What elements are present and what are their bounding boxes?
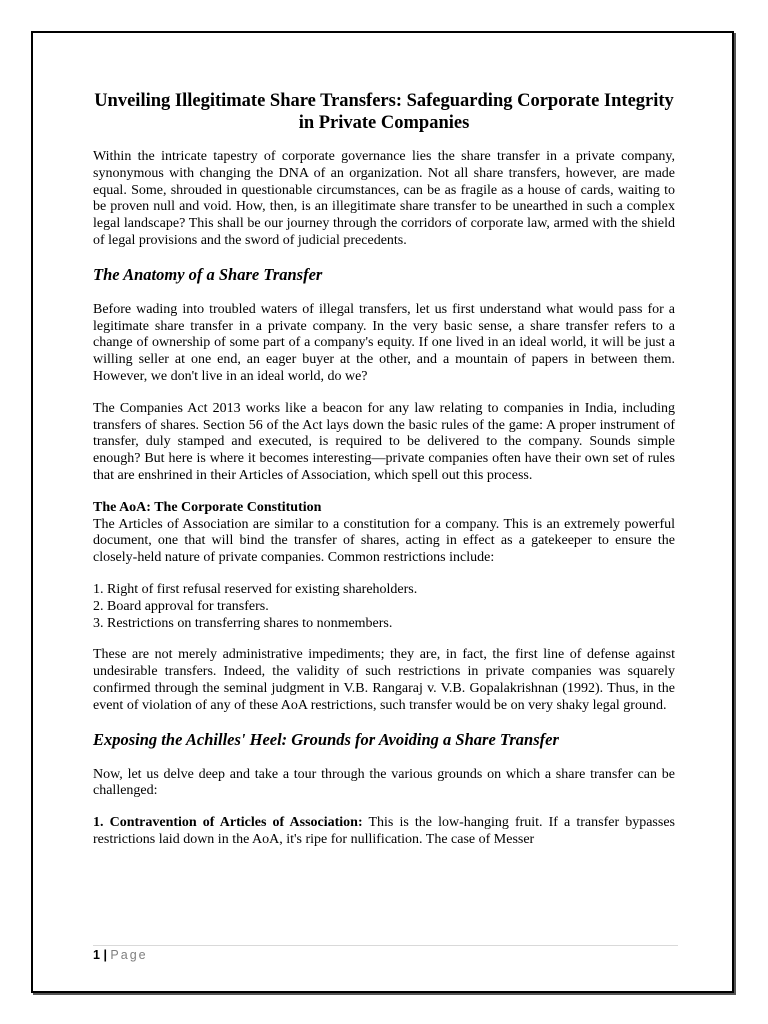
- anatomy-paragraph-1: Before wading into troubled waters of illegal transfers, let us first understand what would pass for a legitimate share transfer in a private company. In the very basic sense, a share transfer refers to a change of ownership of some part of a company's equity. If one lived in an ideal world, it will be just a willing seller at one end, an eager buyer at the other, and a mountain of papers in between them. However, we don't live in an ideal world, do we?: [93, 301, 675, 384]
- list-item: 1. Right of first refusal reserved for existing shareholders.: [93, 581, 418, 597]
- page-number: 1: [93, 948, 100, 962]
- restrictions-list: [93, 582, 675, 632]
- list-item: 2. Board approval for transfers.: [93, 598, 269, 614]
- footer-separator: |: [103, 948, 107, 962]
- aoa-paragraph: The Articles of Association are similar to a constitution for a company. This is an extremely powerful document, one that will bind the transfer of shares, acting in effect as a gatekeeper to ensure the closely-held nature of private companies. Common restrictions include:: [93, 516, 675, 566]
- page-footer: [93, 948, 148, 962]
- footer-divider: [93, 945, 678, 946]
- page-label: Page: [110, 948, 148, 962]
- list-item: 3. Restrictions on transferring shares to nonmembers.: [93, 615, 393, 631]
- document-body: [93, 90, 675, 849]
- section-heading-achilles: Exposing the Achilles' Heel: Grounds for Avoiding a Share Transfer: [93, 729, 559, 749]
- defense-paragraph: These are not merely administrative impediments; they are, in fact, the first line of defense against undesirable transfers. Indeed, the validity of such restrictions in private companies was squarely confirmed through the seminal judgment in V.B. Rangaraj v. V.B. Gopalakrishnan (1992). Thus, in the event of violation of any of these AoA restrictions, such transfer would be on very shaky legal ground.: [93, 647, 675, 713]
- document-title: Unveiling Illegitimate Share Transfers: Safeguarding Corporate Integrity in Private Companies: [94, 91, 674, 133]
- intro-paragraph: Within the intricate tapestry of corporate governance lies the share transfer in a private company, synonymous with changing the DNA of an organization. Not all share transfers, however, are made equal. Some, shrouded in questionable circumstances, can be as fragile as a house of cards, waiting to be proven null and void. How, then, is an illegitimate share transfer to be unearthed in such a complex legal landscape? This shall be our journey through the corridors of corporate law, armed with the shield of legal provisions and the sword of judicial precedents.: [93, 149, 675, 248]
- subheading-aoa: The AoA: The Corporate Constitution: [93, 499, 322, 515]
- ground-point-1-text: This is the low-hanging fruit. If a transfer bypasses restrictions laid down in the AoA, it's ripe for nullification. The case of Messer: [93, 815, 675, 847]
- ground-point-1: [93, 815, 675, 849]
- anatomy-paragraph-2: The Companies Act 2013 works like a beacon for any law relating to companies in India, including transfers of shares. Section 56 of the Act lays down the basic rules of the game: A proper instrument of transfer, duly stamped and executed, is required to be delivered to the company. Sounds simple enough? But here is where it becomes interesting—private companies often have their own set of rules that are enshrined in their Articles of Association, which spell out this process.: [93, 400, 675, 483]
- section-heading-anatomy: The Anatomy of a Share Transfer: [93, 264, 323, 284]
- ground-point-1-label: 1. Contravention of Articles of Association:: [93, 815, 363, 831]
- grounds-intro-paragraph: Now, let us delve deep and take a tour through the various grounds on which a share transfer can be challenged:: [93, 766, 675, 799]
